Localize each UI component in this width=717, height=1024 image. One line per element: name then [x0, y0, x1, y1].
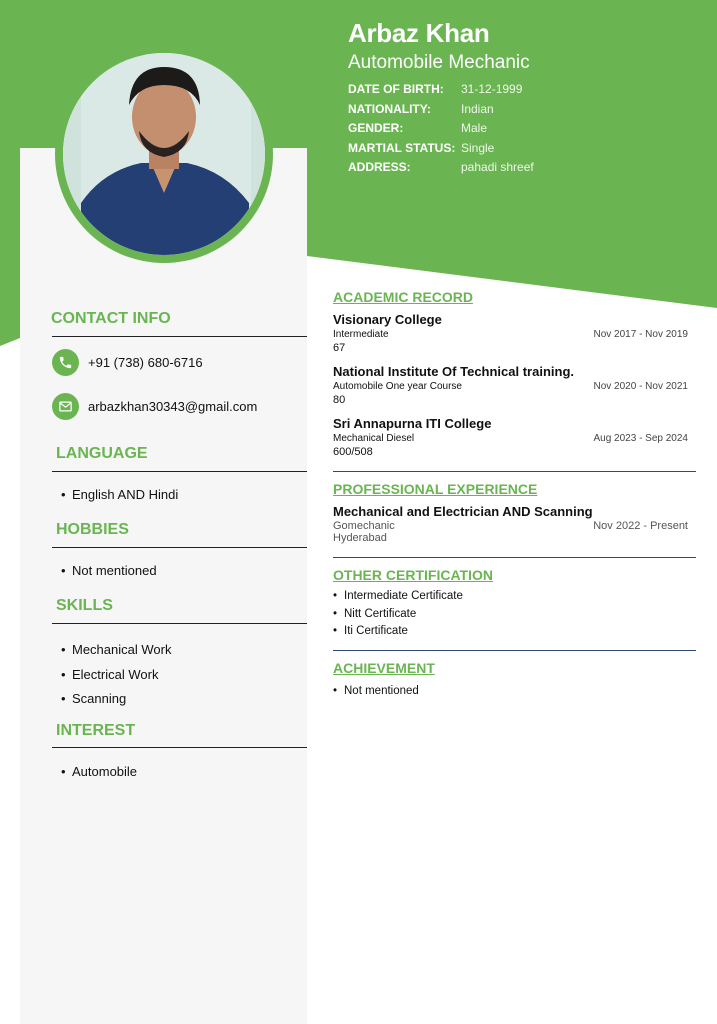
language-list	[61, 487, 178, 502]
institution-name: Sri Annapurna ITI College	[333, 416, 492, 431]
interest-list	[61, 764, 137, 779]
detail-row	[348, 121, 534, 141]
institution-name: Visionary College	[333, 312, 442, 327]
skills-divider	[52, 623, 307, 624]
detail-label: DATE OF BIRTH:	[348, 82, 444, 96]
experience-divider	[333, 557, 696, 558]
email-text: arbazkhan30343@gmail.com	[88, 399, 258, 414]
experience-heading: PROFESSIONAL EXPERIENCE	[333, 481, 538, 497]
list-item: • Scanning	[61, 687, 171, 712]
detail-label: MARTIAL STATUS:	[348, 140, 456, 155]
detail-value: Single	[461, 140, 495, 155]
list-item: • Not mentioned	[61, 563, 157, 578]
detail-value: Male	[461, 121, 488, 135]
list-item: • Intermediate Certificate	[333, 590, 463, 608]
person-avatar-icon	[63, 53, 265, 255]
list-item: • Automobile	[61, 764, 137, 779]
course-score: 67	[333, 342, 346, 354]
hobbies-list	[61, 563, 157, 578]
list-item: • Iti Certificate	[333, 625, 463, 643]
course-dates: Nov 2020 - Nov 2021	[593, 381, 688, 392]
course-score: 80	[333, 394, 346, 406]
experience-entry	[333, 504, 688, 544]
detail-row	[348, 160, 534, 180]
course-name: Mechanical Diesel	[333, 433, 415, 444]
detail-value: Indian	[461, 101, 494, 116]
list-item: • Not mentioned	[333, 685, 419, 703]
certification-divider	[333, 650, 696, 651]
phone-text: +91 (738) 680-6716	[88, 355, 203, 370]
company-row	[333, 520, 688, 532]
language-heading: LANGUAGE	[56, 445, 148, 462]
interest-heading: INTEREST	[56, 722, 136, 739]
academic-entry	[333, 416, 688, 458]
course-dates: Nov 2017 - Nov 2019	[593, 329, 688, 340]
list-item: • Mechanical Work	[61, 638, 171, 663]
academic-entry	[333, 312, 688, 354]
company-name: Gomechanic	[333, 520, 395, 532]
detail-row	[348, 102, 534, 122]
detail-value: 31-12-1999	[461, 82, 523, 96]
academic-entry	[333, 364, 688, 406]
candidate-name: Arbaz Khan	[348, 18, 490, 48]
course-score: 600/508	[333, 446, 373, 458]
list-item: • Nitt Certificate	[333, 608, 463, 626]
skills-heading: SKILLS	[56, 597, 113, 614]
contact-email[interactable]	[52, 393, 257, 420]
profile-photo-frame	[55, 45, 273, 263]
course-row	[333, 381, 688, 392]
certification-heading: OTHER CERTIFICATION	[333, 567, 493, 583]
achievement-heading: ACHIEVEMENT	[333, 660, 435, 676]
achievement-list	[333, 685, 419, 703]
interest-divider	[52, 747, 307, 748]
detail-label: ADDRESS:	[348, 160, 411, 174]
job-role: Mechanical and Electrician AND Scanning	[333, 504, 593, 519]
sidebar-panel	[20, 148, 307, 1024]
phone-icon	[52, 349, 79, 376]
detail-row	[348, 141, 534, 161]
course-dates: Aug 2023 - Sep 2024	[593, 433, 688, 444]
detail-row	[348, 82, 534, 102]
certification-list	[333, 590, 463, 643]
detail-value: pahadi shreef	[461, 160, 534, 174]
job-title: Automobile Mechanic	[348, 52, 530, 73]
job-dates: Nov 2022 - Present	[593, 520, 688, 532]
list-item: • Electrical Work	[61, 663, 171, 688]
course-row	[333, 433, 688, 444]
contact-divider	[52, 336, 307, 337]
course-row	[333, 329, 688, 340]
hobbies-divider	[52, 547, 307, 548]
contact-heading: CONTACT INFO	[51, 310, 171, 327]
hobbies-heading: HOBBIES	[56, 521, 129, 538]
job-location: Hyderabad	[333, 532, 387, 544]
list-item: • English AND Hindi	[61, 487, 178, 502]
course-name: Intermediate	[333, 329, 389, 340]
detail-label: NATIONALITY:	[348, 101, 431, 116]
language-divider	[52, 471, 307, 472]
mail-icon	[52, 393, 79, 420]
contact-phone[interactable]	[52, 349, 203, 376]
detail-label: GENDER:	[348, 121, 404, 135]
profile-photo	[63, 53, 265, 255]
institution-name: National Institute Of Technical training.	[333, 364, 575, 379]
personal-details	[348, 82, 534, 180]
academic-divider	[333, 471, 696, 472]
academic-heading: ACADEMIC RECORD	[333, 289, 473, 305]
skills-list	[61, 638, 171, 712]
course-name: Automobile One year Course	[333, 381, 462, 392]
